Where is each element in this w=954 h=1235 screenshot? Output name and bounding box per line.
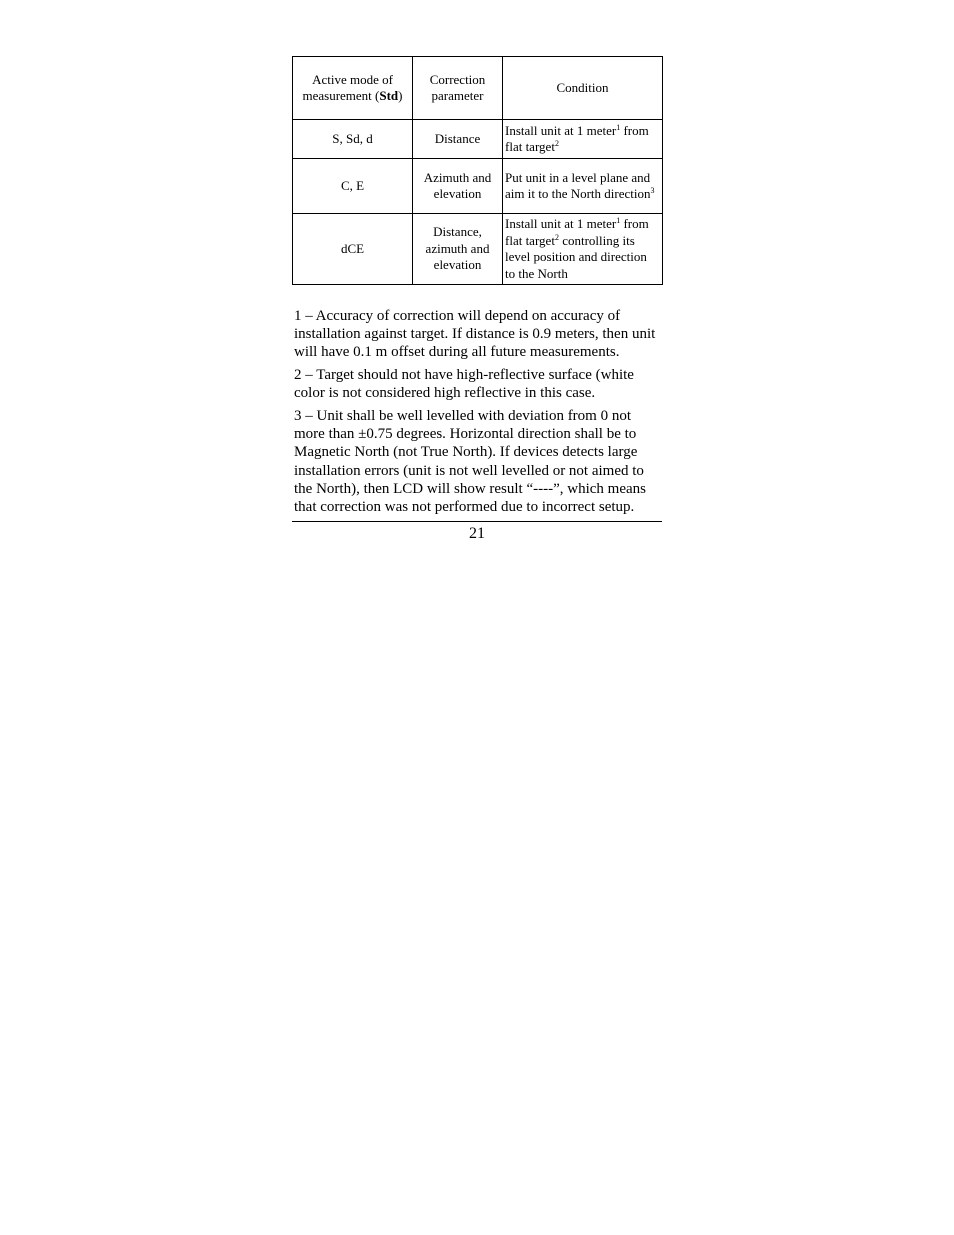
footnote-ref: 1 — [616, 216, 621, 225]
header-active-mode-close: ) — [398, 88, 403, 103]
condition-cell — [503, 214, 663, 285]
header-active-mode-text: Active mode of measurement ( — [302, 71, 393, 103]
footnotes — [292, 307, 662, 516]
mode-cell: dCE — [293, 214, 413, 285]
header-active-mode-bold: Std — [379, 88, 399, 103]
correction-table — [292, 56, 663, 285]
page-content — [292, 56, 662, 543]
table-header-row — [293, 57, 663, 120]
table-row — [293, 120, 663, 159]
table-row — [293, 159, 663, 214]
footnote-3: 3 – Unit shall be well levelled with deviation from 0 not more than ±0.75 degrees. Horizontal direction shall be to Magnetic North (not True North). If devices detects large installation errors (unit is not well levelled or not aimed to the North), then LCD will show result “----”, which means that correction was not performed due to incorrect setup. — [294, 408, 646, 516]
footnote-ref: 2 — [554, 232, 559, 242]
mode-cell: C, E — [293, 159, 413, 214]
condition-text: Install unit at 1 meter — [505, 122, 617, 138]
condition-text: Put unit in a level plane and aim it to the North direction — [505, 169, 651, 201]
condition-cell — [503, 120, 663, 159]
parameter-cell: Distance — [413, 120, 503, 159]
footnote-1: 1 – Accuracy of correction will depend on accuracy of installation against target. If distance is 0.9 meters, then unit will have 0.1 m offset during all future measurements. — [294, 308, 656, 361]
page-number: 21 — [469, 524, 485, 542]
condition-text: from flat target — [505, 216, 649, 248]
parameter-cell: Azimuth and elevation — [413, 159, 503, 214]
footnote-ref: 3 — [650, 186, 655, 195]
condition-text: from flat target — [505, 122, 649, 154]
header-active-mode — [293, 57, 413, 120]
condition-text: controlling its level position and direction to the North — [505, 232, 647, 281]
condition-text: Install unit at 1 meter — [505, 216, 617, 231]
condition-cell — [503, 159, 663, 214]
header-correction-parameter: Correction parameter — [413, 57, 503, 120]
footnote-2: 2 – Target should not have high-reflective surface (white color is not considered high reflective in this case. — [294, 367, 634, 402]
mode-cell: S, Sd, d — [293, 120, 413, 159]
table-row — [293, 214, 663, 285]
footer-rule — [292, 521, 662, 522]
parameter-cell: Distance, azimuth and elevation — [413, 214, 503, 285]
footnote-ref: 2 — [554, 139, 559, 148]
header-condition: Condition — [503, 57, 663, 120]
footnote-ref: 1 — [616, 122, 621, 132]
